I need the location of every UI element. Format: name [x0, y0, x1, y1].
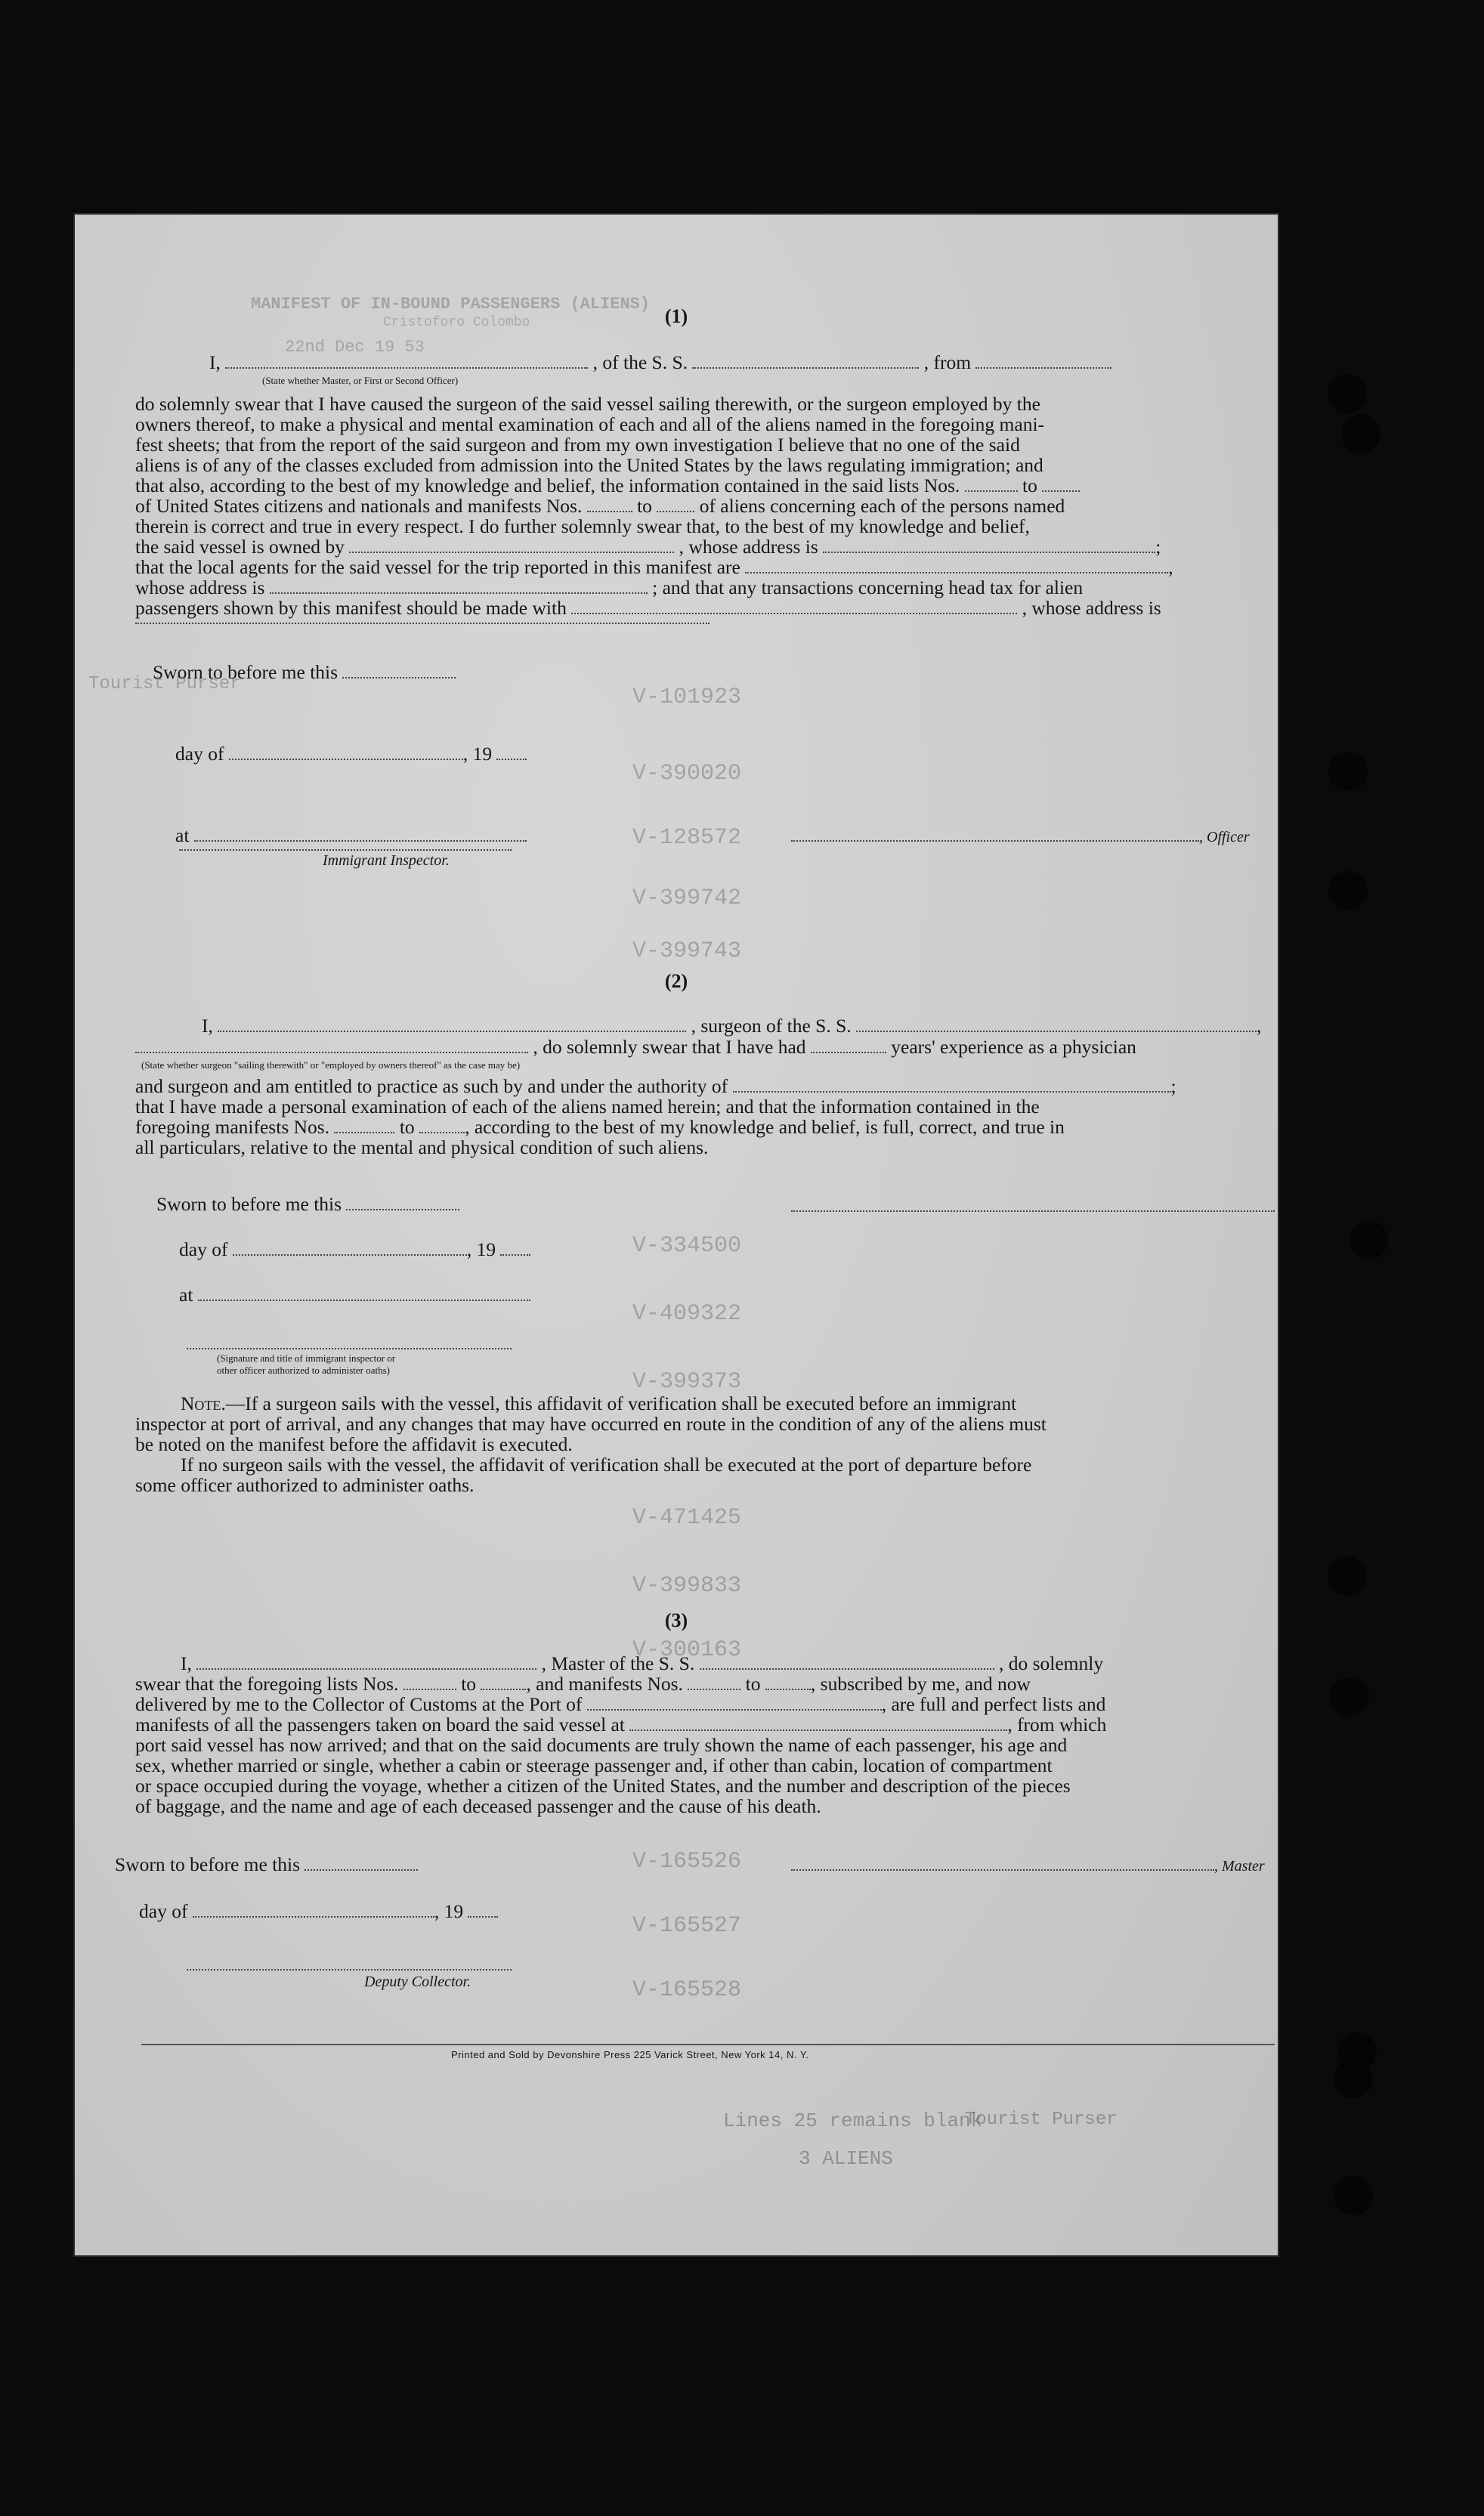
s2-sworn: Sworn to before me this: [156, 1193, 342, 1215]
s3-l2-mid: , and manifests Nos.: [526, 1673, 683, 1695]
bleed-purser-bottom: Tourist Purser: [965, 2110, 1118, 2130]
s2-l4: that I have made a personal examination of each of the aliens named herein; and that the information contained in the: [135, 1096, 1040, 1117]
s3-l1-end: , do solemnly: [998, 1652, 1104, 1674]
s1-of-ss: , of the S. S.: [592, 351, 688, 373]
s1-p5: that also, according to the best of my knowledge and belief, the information contained in the said lists Nos.: [135, 474, 960, 496]
s3-l4-end: , from which: [1007, 1714, 1107, 1736]
s1-year: , 19: [462, 743, 493, 765]
s2-at: at: [179, 1284, 193, 1306]
bleed-number: V-471425: [632, 1505, 742, 1531]
s2-sig-caption-1: (Signature and title of immigrant inspector or: [217, 1352, 396, 1364]
s2-sig-caption-2: other officer authorized to administer oaths): [217, 1365, 390, 1376]
s1-p6-to: to: [637, 495, 652, 517]
s3-sworn: Sworn to before me this: [115, 1853, 301, 1875]
s2-years: years' experience as a physician: [891, 1036, 1136, 1058]
binder-hole: [1334, 2176, 1373, 2215]
s2-day-of: day of: [179, 1238, 228, 1260]
s2-i: I,: [202, 1015, 213, 1037]
faded-header-vessel: Cristoforo Colombo: [383, 315, 530, 330]
bleed-number: V-101923: [632, 685, 742, 710]
s3-l7: or space occupied during the voyage, whether a citizen of the United States, and the number and description of the pieces: [135, 1775, 1071, 1797]
s1-p1: do solemnly swear that I have caused the surgeon of the said vessel sailing therewith, or the surgeon employed by the: [135, 393, 1040, 415]
s1-p10: whose address is: [135, 576, 265, 598]
s1-day-of: day of: [175, 743, 224, 765]
s3-master-of: , Master of the S. S.: [541, 1652, 695, 1674]
bleed-number: V-399373: [632, 1369, 742, 1395]
s1-p11-end: , whose address is: [1022, 597, 1161, 619]
binder-hole: [1334, 2059, 1373, 2098]
bleed-number: V-409322: [632, 1301, 742, 1327]
s3-l2-to2: to: [745, 1673, 761, 1695]
s1-p5-to: to: [1022, 474, 1037, 496]
s2-l5-end: , according to the best of my knowledge and belief, is full, correct, and true in: [465, 1116, 1065, 1138]
bleed-number: V-300163: [632, 1637, 742, 1663]
s1-p2: owners thereof, to make a physical and mental examination of each and all of the aliens named in the foregoing mani-: [135, 413, 1045, 435]
s3-l2: swear that the foregoing lists Nos.: [135, 1673, 399, 1695]
s1-p6: of United States citizens and nationals and manifests Nos.: [135, 495, 583, 517]
s1-p10-end: ; and that any transactions concerning head tax for alien: [652, 576, 1084, 598]
s2-l5-to: to: [399, 1116, 415, 1138]
s1-p3: fest sheets; that from the report of the said surgeon and from my own investigation I believe that no one of the said: [135, 434, 1020, 456]
s1-sworn: Sworn to before me this: [153, 661, 339, 683]
s3-l6: sex, whether married or single, whether a cabin or steerage passenger and, if other than cabin, location of compartment: [135, 1754, 1053, 1776]
binder-hole: [1328, 374, 1367, 413]
footer-rule: [141, 2044, 1275, 2045]
s1-p11: passengers shown by this manifest should be made with: [135, 597, 567, 619]
s2-note-5: some officer authorized to administer oaths.: [135, 1474, 475, 1496]
s3-year: , 19: [434, 1900, 464, 1922]
s3-l4: manifests of all the passengers taken on board the said vessel at: [135, 1714, 625, 1736]
bleed-bottom-aliens: 3 ALIENS: [799, 2147, 893, 2170]
s1-i: I,: [209, 351, 221, 373]
s1-inspector: Immigrant Inspector.: [323, 852, 450, 869]
manifest-page: MANIFEST OF IN-BOUND PASSENGERS (ALIENS) Cristoforo Colombo 22nd Dec 19 53 V-101923 V-390020 V-128572 V-399742 V-399743 V-334500 V-409322 V-399373 V-471425 V-399833 V-300163 V-165526 V-165527 V-165528 Tourist Purser Lines 25 remains blank 3 ALIENS Tourist Purser (1) I, , of the S. S. , from (State whether Master, or First or Second Officer) do solemnly swear that I have caused the surgeon of the said vessel sailing therewith, or the surgeon employed by the owners thereof, to make a physical and mental examination of each and all of the aliens named in the foregoing mani- fest sheets; that from the report of the said surgeon and from my own investigation I believe that no one of the said aliens is of any of the classes excluded from admission into the United States by the laws regulating immigration; and that also, according to the best of my knowledge and belief, the information contained in the said lists Nos. to of United States citizens and nationals and manifests Nos. to of aliens concerning each of the persons named therein is correct and true in every respect. I do further solemnly swear that, to the best of my knowledge and belief, the said vessel is owned by , whose address is ; that the local agents for the said vessel for the trip reported in this manifest are , whose address is ; and that any transactions concerning head tax for alien passengers shown by this manifest should be made with , whose address is Sworn to before me this day of , 19 at , Officer Immigrant Inspector. (2) I, , surgeon of the S. S. , , do solemnly swear that I have had years' experience as a physician (State whether surgeon "sailing therewith" or "employed by owners thereof" as the case may be) and surgeon and am entitled to practice as such by and under the authority of ; that I have made a personal examination of each of the aliens named herein; and that the information contained in the foregoing manifests Nos. to , according to the best of my knowledge and belief, is full, correct, and true in all particulars, relative to the mental and physical condition of such aliens. Sworn to before me this day of , 19 at (Signature and title of immigrant inspector or other officer authorized to administer oaths) Note.—If a surgeon sails with the vessel, this affidavit of verification shall be executed before an immigrant inspector at port of arrival, and any changes that may have occurred en route in the condition of any of the aliens must be noted on the manifest before the affidavit is executed. If no surgeon sails with the vessel, the affidavit of verification shall be executed at the port of departure before some officer authorized to administer oaths. (3) I, , Master of the S. S. , do solemnly swear that the foregoing lists Nos. to , and manifests Nos. to , subscribed by me, and now delivered by me to the Collector of Customs at the Port of , are full and perfect lists and manifests of all the passengers taken on board the said vessel at , from which port said vessel has now arrived; and that on the said documents are truly shown the name of each passenger, his age and sex, whether married or single, whether a cabin or steerage passenger and, if other than cabin, location of compartment or space occupied during the voyage, whether a citizen of the United States, and the number and description of the pieces of baggage, and the name and age of each deceased passenger and the cause of his death. Sworn to before me this , Master day of , 19 Deputy Collector. Printed and Sold by Devonshire Press 225 Varick Street, New York 14, N. Y.: [73, 213, 1279, 2257]
s3-l5: port said vessel has now arrived; and that on the said documents are truly shown the name of each passenger, his age and: [135, 1734, 1068, 1756]
section-3-number: (3): [664, 1609, 688, 1631]
s3-l3-end: , are full and perfect lists and: [881, 1693, 1106, 1715]
s1-p9: that the local agents for the said vessel for the trip reported in this manifest are: [135, 556, 740, 578]
section-1-number: (1): [664, 305, 688, 327]
bleed-number: V-390020: [632, 761, 742, 787]
faded-header-title: MANIFEST OF IN-BOUND PASSENGERS (ALIENS): [251, 295, 651, 314]
s1-p6-end: of aliens concerning each of the persons named: [699, 495, 1065, 517]
bleed-number: V-399743: [632, 938, 742, 964]
s2-note-2: inspector at port of arrival, and any changes that may have occurred en route in the condition of any of the aliens must: [135, 1413, 1047, 1435]
s1-caption: (State whether Master, or First or Second Officer): [262, 375, 459, 386]
binder-hole: [1330, 1677, 1369, 1717]
s3-l8: of baggage, and the name and age of each deceased passenger and the cause of his death.: [135, 1795, 821, 1817]
s2-note-1: —If a surgeon sails with the vessel, this affidavit of verification shall be executed before an immigrant: [225, 1392, 1017, 1414]
bleed-bottom-note: Lines 25 remains blank: [723, 2110, 983, 2132]
binder-hole: [1328, 1556, 1367, 1596]
s1-officer: , Officer: [1199, 829, 1250, 845]
s3-day-of: day of: [139, 1900, 188, 1922]
s3-l2-end: , subscribed by me, and now: [810, 1673, 1031, 1695]
s3-l2-to: to: [461, 1673, 477, 1695]
s3-l3: delivered by me to the Collector of Customs at the Port of: [135, 1693, 583, 1715]
s1-p4: aliens is of any of the classes excluded from admission into the United States by the laws regulating immigration; and: [135, 454, 1043, 476]
s2-caption: (State whether surgeon "sailing therewith" or "employed by owners thereof" as the case may be): [141, 1059, 521, 1071]
s3-master: , Master: [1214, 1858, 1265, 1875]
s3-deputy: Deputy Collector.: [364, 1974, 471, 1990]
section-2-number: (2): [664, 970, 688, 992]
s1-p8: the said vessel is owned by: [135, 536, 345, 558]
bleed-purser: Tourist Purser: [88, 674, 241, 694]
s2-swear: , do solemnly swear that I have had: [533, 1036, 806, 1058]
s2-surgeon: , surgeon of the S. S.: [691, 1015, 852, 1037]
s1-p7: therein is correct and true in every respect. I do further solemnly swear that, to the best of my knowledge and belief,: [135, 515, 1030, 537]
bleed-number: V-165526: [632, 1849, 742, 1875]
s1-from: , from: [923, 351, 972, 373]
s1-at: at: [175, 824, 190, 846]
s2-note-label: Note.: [181, 1392, 226, 1414]
s2-l5: foregoing manifests Nos.: [135, 1116, 330, 1138]
s2-note-3: be noted on the manifest before the affidavit is executed.: [135, 1433, 573, 1455]
binder-hole: [1328, 871, 1368, 910]
s1-p8-addr: , whose address is: [679, 536, 818, 558]
s2-l6: all particulars, relative to the mental and physical condition of such aliens.: [135, 1136, 709, 1158]
s2-note-4: If no surgeon sails with the vessel, the affidavit of verification shall be executed at the port of departure before: [181, 1454, 1032, 1476]
s3-i: I,: [181, 1652, 192, 1674]
binder-hole: [1349, 1220, 1388, 1260]
bleed-number: V-165527: [632, 1913, 742, 1939]
binder-hole: [1328, 752, 1368, 791]
printer-credit: Printed and Sold by Devonshire Press 225 Varick Street, New York 14, N. Y.: [451, 2049, 809, 2060]
s2-l3: and surgeon and am entitled to practice as such by and under the authority of: [135, 1075, 728, 1097]
bleed-number: V-334500: [632, 1233, 742, 1259]
faded-header-date: 22nd Dec 19 53: [285, 338, 425, 357]
s2-year: , 19: [466, 1238, 496, 1260]
bleed-number: V-399833: [632, 1573, 742, 1599]
bleed-number: V-128572: [632, 825, 742, 851]
bleed-number: V-399742: [632, 886, 742, 911]
bleed-number: V-165528: [632, 1977, 742, 2003]
binder-hole: [1341, 414, 1380, 453]
